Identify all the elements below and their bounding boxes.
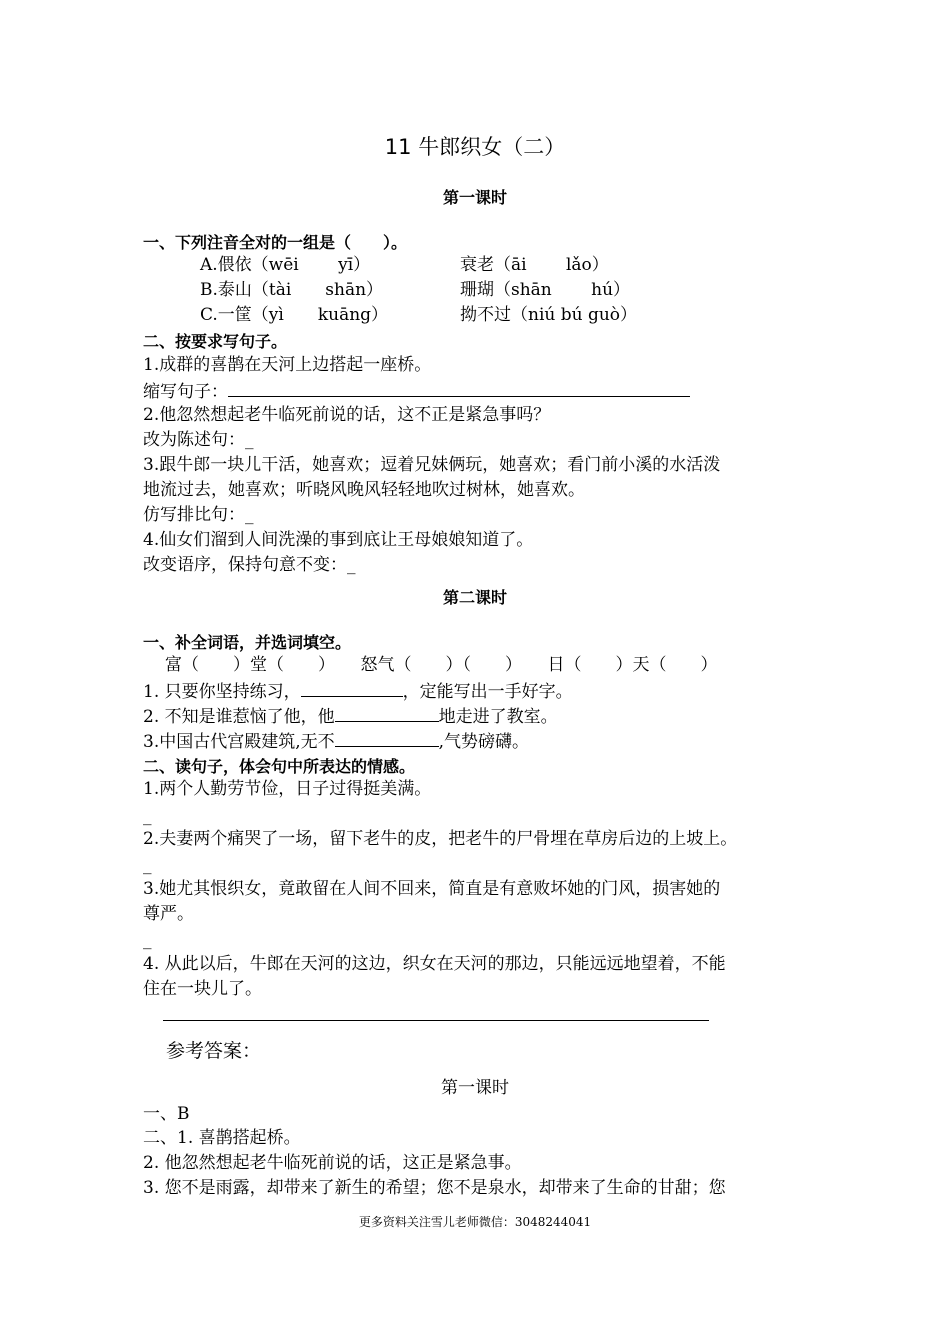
l2-q2-item3-line1: 3.她尤其恨织女，竟敢留在人间不回来，简直是有意败坏她的门风，损害她的 bbox=[143, 879, 721, 899]
prompt-label: 缩写句子： bbox=[143, 382, 228, 402]
l1-q2-item3-line2: 地流过去，她喜欢；听晓风晚风轻轻地吹过树林，她喜欢。 bbox=[143, 480, 585, 500]
page-title: 11 牛郎织女（二） bbox=[384, 135, 566, 159]
l1-q2-label: 二、按要求写句子。 bbox=[143, 332, 288, 351]
l1-q1-label: 一、下列注音全对的一组是（ ）。 bbox=[143, 233, 408, 252]
l2-q1-words: 富（ ）堂（ ） 怒气（ ）（ ） 日（ ）天（ ） bbox=[165, 655, 718, 675]
l1-q1-option-c-right: 拗不过（niú bú guò） bbox=[460, 305, 638, 325]
item-post: 地走进了教室。 bbox=[438, 707, 558, 727]
l1-q2-item3-line1: 3.跟牛郎一块儿干活，她喜欢；逗着兄妹俩玩，她喜欢；看门前小溪的水活泼 bbox=[143, 455, 721, 475]
l1-q2-item3-prompt: 仿写排比句：_ bbox=[143, 505, 254, 525]
fill-blank[interactable] bbox=[335, 728, 439, 747]
l2-q2-item3-line2: 尊严。 bbox=[143, 904, 194, 924]
l2-q1-label: 一、补全词语，并选词填空。 bbox=[143, 633, 352, 652]
l2-q2-item2-blank[interactable]: _ bbox=[143, 855, 152, 875]
item-pre: 3.中国古代宫殿建筑,无不 bbox=[143, 732, 335, 752]
fill-blank[interactable] bbox=[301, 678, 403, 697]
l1-q2-item4-prompt: 改变语序，保持句意不变：_ bbox=[143, 555, 356, 575]
l1-q1-option-a: A.偎依（wēi yī） bbox=[200, 255, 371, 275]
l1-q2-item1-prompt bbox=[143, 378, 690, 404]
l1-q2-item2-prompt: 改为陈述句：_ bbox=[143, 430, 254, 450]
l1-q1-option-b-right: 珊瑚（shān hú） bbox=[460, 280, 631, 300]
l2-q2-item1: 1.两个人勤劳节俭，日子过得挺美满。 bbox=[143, 779, 432, 799]
item-pre: 1. 只要你坚持练习， bbox=[143, 682, 301, 702]
fill-blank[interactable] bbox=[335, 703, 439, 722]
l2-q2-label: 二、读句子，体会句中所表达的情感。 bbox=[143, 757, 416, 776]
answer-line: 二、1. 喜鹊搭起桥。 bbox=[143, 1128, 301, 1148]
l2-q1-item2 bbox=[143, 703, 558, 729]
answers-lesson1-heading: 第一课时 bbox=[441, 1078, 509, 1098]
answer-line: 2. 他忽然想起老牛临死前说的话，这正是紧急事。 bbox=[143, 1153, 522, 1173]
l2-q2-item4-line1: 4. 从此以后，牛郎在天河的这边，织女在天河的那边，只能远远地望着，不能 bbox=[143, 954, 726, 974]
page-footer: 更多资料关注雪儿老师微信：3048244041 bbox=[358, 1215, 592, 1229]
answers-heading: 参考答案： bbox=[166, 1040, 262, 1062]
l1-q1-option-a-right: 衰老（āi lǎo） bbox=[460, 255, 609, 275]
answer-blank[interactable] bbox=[228, 378, 690, 397]
l1-q2-item2: 2.他忽然想起老牛临死前说的话，这不正是紧急事吗？ bbox=[143, 405, 551, 425]
l1-q2-item4: 4.仙女们溜到人间洗澡的事到底让王母娘娘知道了。 bbox=[143, 530, 534, 550]
l2-q2-item3-blank[interactable]: _ bbox=[143, 930, 152, 950]
l2-q2-item1-blank[interactable]: _ bbox=[143, 806, 152, 826]
l1-q2-item1: 1.成群的喜鹊在天河上边搭起一座桥。 bbox=[143, 355, 432, 375]
l1-q1-option-c: C.一筐（yì kuāng） bbox=[200, 305, 389, 325]
l2-q2-item4-line2: 住在一块儿了。 bbox=[143, 979, 262, 999]
lesson1-heading: 第一课时 bbox=[442, 188, 507, 207]
l2-q1-item3 bbox=[143, 728, 529, 754]
l2-q2-item2: 2.夫妻两个痛哭了一场，留下老牛的皮，把老牛的尸骨埋在草房后边的上坡上。 bbox=[143, 829, 738, 849]
answer-line: 一、B bbox=[143, 1104, 190, 1124]
lesson2-heading: 第二课时 bbox=[442, 588, 507, 607]
item-post: ,气势磅礴。 bbox=[438, 732, 530, 752]
l1-q1-option-b: B.泰山（tài shān） bbox=[200, 280, 384, 300]
answer-line: 3. 您不是雨露，却带来了新生的希望；您不是泉水，却带来了生命的甘甜；您 bbox=[143, 1178, 726, 1198]
answer-divider bbox=[163, 1020, 709, 1021]
l2-q1-item1 bbox=[143, 678, 573, 704]
item-pre: 2. 不知是谁惹恼了他，他 bbox=[143, 707, 335, 727]
item-post: ，定能写出一手好字。 bbox=[402, 682, 573, 702]
